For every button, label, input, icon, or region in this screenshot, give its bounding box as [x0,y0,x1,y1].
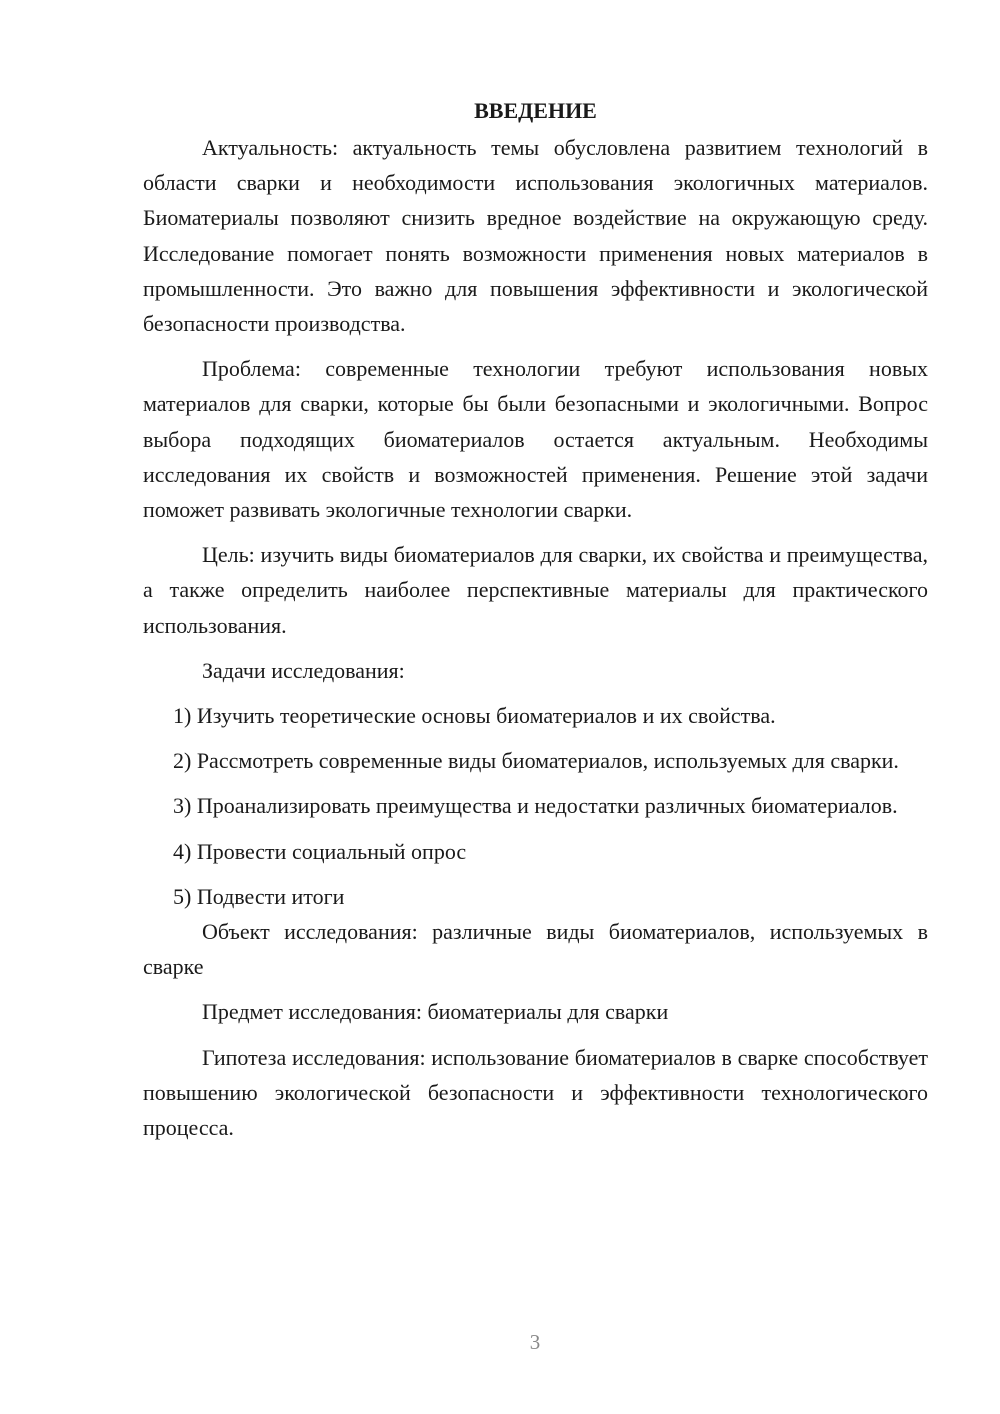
task-item-3: 3) Проанализировать преимущества и недостатки различных биоматериалов. [173,793,898,819]
problem-paragraph: Проблема: современные технологии требуют использования новых материалов для сварки, которые бы были безопасными и экологичными. Вопрос выбора подходящих биоматериалов остается актуальным. Необходимы исследования их свойств и возможностей применения. Решение этой задачи поможет развивать экологичные технологии сварки. [143,356,928,523]
task-item-2: 2) Рассмотреть современные виды биоматериалов, используемых для сварки. [173,748,899,774]
goal-paragraph: Цель: изучить виды биоматериалов для сварки, их свойства и преимущества, а также определить наиболее перспективные материалы для практического использования. [143,542,928,638]
relevance-paragraph: Актуальность: актуальность темы обусловлена развитием технологий в области сварки и необходимости использования экологичных материалов. Биоматериалы позволяют снизить вредное воздействие на окружающую среду. Исследование помогает понять возможности применения новых материалов в промышленности. Это важно для повышения эффективности и экологической безопасности производства. [143,135,928,337]
page-number: 3 [529,1330,541,1354]
task-item-1: 1) Изучить теоретические основы биоматериалов и их свойства. [173,703,776,729]
task-item-4: 4) Провести социальный опрос [173,838,467,864]
subject-paragraph: Предмет исследования: биоматериалы для сварки [202,999,669,1025]
hypothesis-paragraph: Гипотеза исследования: использование биоматериалов в сварке способствует повышению экологической безопасности и эффективности технологического процесса. [143,1044,928,1141]
object-paragraph: Объект исследования: различные виды биоматериалов, используемых в сварке [143,919,928,980]
task-item-5: 5) Подвести итоги [173,883,345,909]
page-title: ВВЕДЕНИЕ [474,98,597,123]
page-content [143,93,928,1155]
tasks-heading: Задачи исследования: [202,657,405,683]
